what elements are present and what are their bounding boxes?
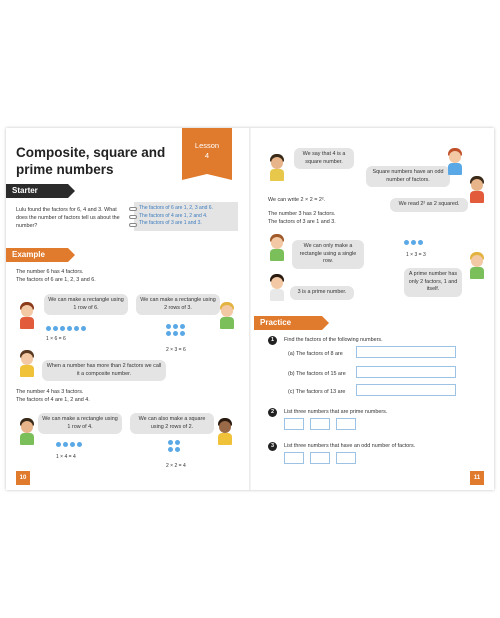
dots-1x4 [56,442,86,448]
q1c-answer-input[interactable] [356,384,456,396]
equation-1x4: 1 × 4 = 4 [56,454,76,460]
bubble-1-row-of-6: We can make a rectangle using 1 row of 6. [44,294,128,315]
child-avatar [268,274,288,304]
child-avatar [268,154,288,184]
page-title: Composite, square and prime numbers [16,145,166,177]
child-avatar [446,148,466,178]
example-intro-line-2: The factors of 6 are 1, 2, 3 and 6. [16,277,96,283]
child-avatar [218,302,238,332]
q1b-answer-input[interactable] [356,366,456,378]
equation-2x3: 2 × 3 = 6 [166,347,186,353]
starter-note-3: The factors of 3 are 1 and 3. [139,220,202,226]
q2-answer-input-3[interactable] [336,418,356,430]
bubble-prime-definition: A prime number has only 2 factors, 1 and itself. [404,268,462,297]
child-avatar [468,252,488,282]
textbook-spread [6,128,494,490]
text-write-squared: We can write 2 × 2 = 2². [268,197,326,203]
q3-answer-input-1[interactable] [284,452,304,464]
q2-answer-input-1[interactable] [284,418,304,430]
page-number-right: 11 [470,471,484,485]
example-intro-line-1: The number 6 has 4 factors. [16,269,84,275]
text-3-factors-line-2: The factors of 3 are 1 and 3. [268,219,336,225]
starter-heading: Starter [6,184,68,198]
lesson-number: 4 [204,151,210,160]
text-3-factors [268,210,398,226]
equation-2x2: 2 × 2 = 4 [166,463,186,469]
q1c-label: (c) The factors of 13 are [288,389,346,395]
q3-answer-boxes [284,452,374,466]
text-3-factors-line-1: The number 3 has 2 factors. [268,211,336,217]
example-intro-line-4: The factors of 4 are 1, 2 and 4. [16,397,90,403]
starter-note-2: The factors of 4 are 1, 2 and 4. [139,212,208,219]
child-avatar [18,302,38,332]
lesson-label: Lesson [194,141,220,150]
bubble-composite-definition: When a number has more than 2 factors we call it a composite number. [42,360,166,381]
child-avatar [268,234,288,264]
example-intro-2 [16,388,216,404]
lesson-tab [182,128,232,174]
book-spine [249,128,251,490]
bubble-2-rows-of-3: We can make a rectangle using 2 rows of 3. [136,294,220,315]
child-avatar [216,418,236,448]
q2-answer-boxes [284,418,374,432]
bubble-square-2-rows: We can also make a square using 2 rows of 2. [130,413,214,434]
bubble-odd-factors: Square numbers have an odd number of factors. [366,166,450,187]
dots-1x6 [46,326,116,332]
question-3-number: 3 [268,442,277,451]
q2-answer-input-2[interactable] [310,418,330,430]
q1a-answer-input[interactable] [356,346,456,358]
q3-answer-input-3[interactable] [336,452,356,464]
child-avatar [468,176,488,206]
question-2-number: 2 [268,408,277,417]
page-number-left: 10 [16,471,30,485]
bubble-square-number: We say that 4 is a square number. [294,148,354,169]
starter-text: Lulu found the factors for 6, 4 and 3. What does the number of factors tell us about the number? [16,207,120,229]
example-heading: Example [6,248,68,262]
ring-icon [129,223,137,227]
equation-1x6: 1 × 6 = 6 [46,336,66,342]
q1a-label: (a) The factors of 8 are [288,351,343,357]
ring-icon [129,207,137,211]
child-avatar [18,418,38,448]
starter-notes [134,202,238,231]
example-intro-line-3: The number 4 has 3 factors. [16,389,84,395]
equation-1x3: 1 × 3 = 3 [406,252,426,258]
question-2-text: List three numbers that are prime numbers. [284,409,388,415]
example-intro [16,268,216,284]
dots-2x2 [168,440,184,454]
dots-2x3 [166,324,188,338]
practice-heading: Practice [254,316,322,330]
starter-note-1: The factors of 6 are 1, 2, 3 and 6. [139,205,213,211]
bubble-read-squared: We read 2² as 2 squared. [390,198,468,212]
dots-1x3 [404,240,428,246]
bubble-3-is-prime: 3 is a prime number. [290,286,354,300]
q3-answer-input-2[interactable] [310,452,330,464]
child-avatar [18,350,38,380]
bubble-single-row: We can only make a rectangle using a single row. [292,240,364,269]
question-1-number: 1 [268,336,277,345]
q1b-label: (b) The factors of 15 are [288,371,346,377]
question-1-text: Find the factors of the following numbers. [284,337,383,343]
question-3-text: List three numbers that have an odd number of factors. [284,443,416,449]
bubble-1-row-of-4: We can make a rectangle using 1 row of 4. [38,413,122,434]
ring-icon [129,215,137,219]
